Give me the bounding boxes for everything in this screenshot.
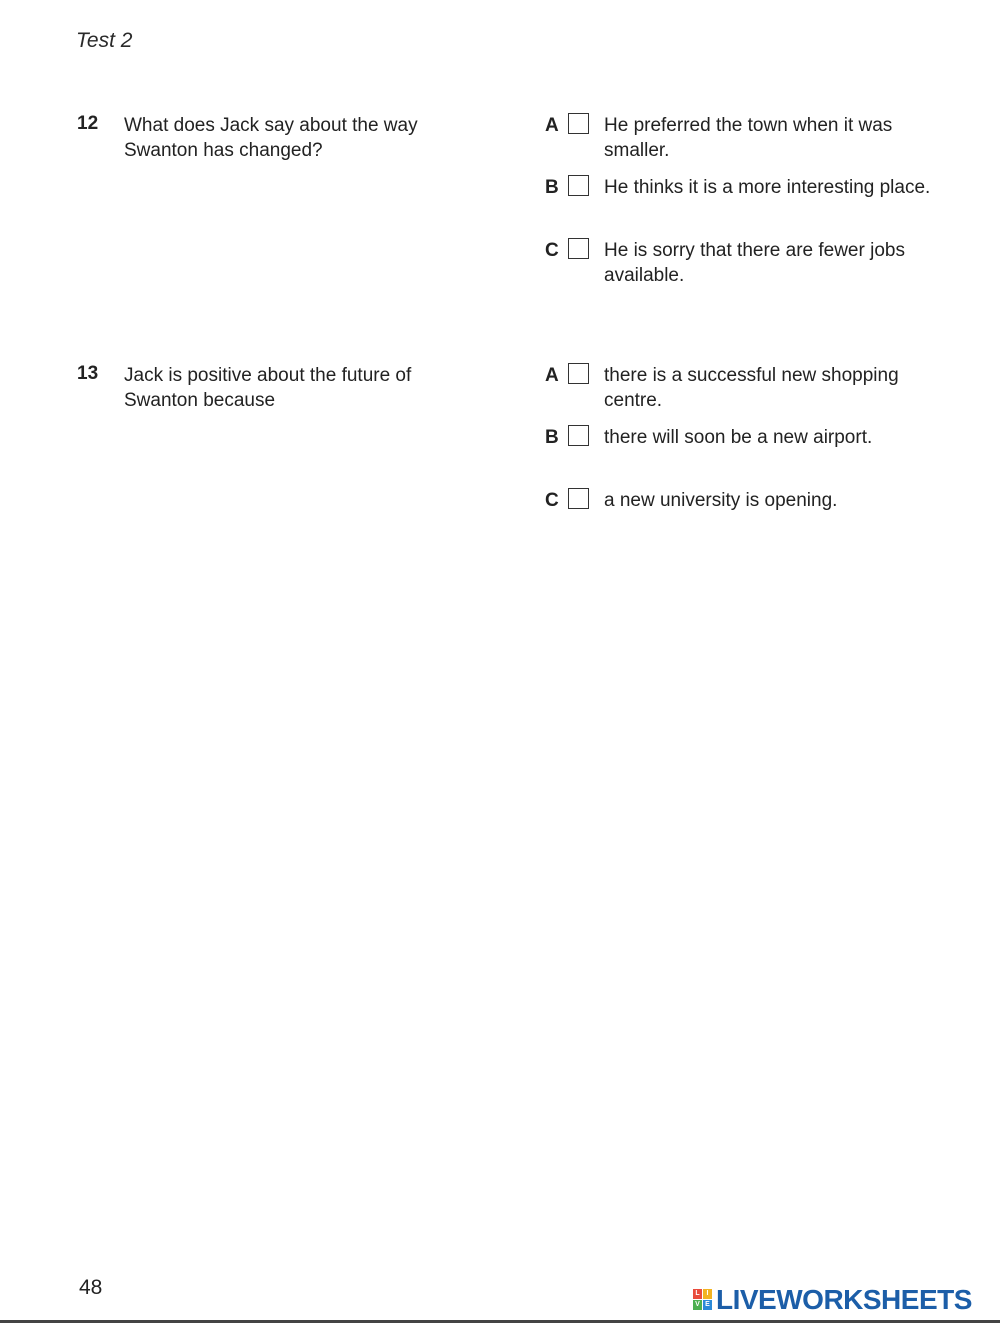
logo-mark-tile: E bbox=[703, 1300, 712, 1310]
page-number: 48 bbox=[79, 1276, 103, 1299]
answer-checkbox[interactable] bbox=[568, 425, 589, 446]
answer-checkbox[interactable] bbox=[568, 488, 589, 509]
option-letter: C bbox=[545, 240, 559, 261]
option-letter: B bbox=[545, 177, 559, 198]
answer-checkbox[interactable] bbox=[568, 238, 589, 259]
option-letter: A bbox=[545, 365, 559, 386]
answer-checkbox[interactable] bbox=[568, 175, 589, 196]
logo-mark-tile: V bbox=[693, 1300, 702, 1310]
logo-mark-tile: I bbox=[703, 1289, 712, 1299]
option-letter: A bbox=[545, 115, 559, 136]
page-header-title: Test 2 bbox=[76, 29, 133, 52]
option-text: a new university is opening. bbox=[604, 490, 838, 511]
question-text: What does Jack say about the way Swanton has changed? bbox=[124, 115, 418, 161]
question-number: 12 bbox=[77, 113, 99, 134]
question-number: 13 bbox=[77, 363, 99, 384]
liveworksheets-logo-icon bbox=[693, 1289, 713, 1311]
option-letter: C bbox=[545, 490, 559, 511]
option-text: there will soon be a new airport. bbox=[604, 427, 873, 448]
answer-checkbox[interactable] bbox=[568, 363, 589, 384]
question-text: Jack is positive about the future of Swanton because bbox=[124, 365, 412, 411]
option-text: He thinks it is a more interesting place. bbox=[604, 177, 931, 198]
logo-mark-tile: L bbox=[693, 1289, 702, 1299]
liveworksheets-logo[interactable] bbox=[693, 1284, 972, 1316]
option-letter: B bbox=[545, 427, 559, 448]
option-text: He is sorry that there are fewer jobs available. bbox=[604, 240, 905, 286]
option-text: there is a successful new shopping centre. bbox=[604, 365, 899, 411]
logo-text: LIVEWORKSHEETS bbox=[716, 1284, 972, 1315]
answer-checkbox[interactable] bbox=[568, 113, 589, 134]
option-text: He preferred the town when it was smaller. bbox=[604, 115, 893, 161]
